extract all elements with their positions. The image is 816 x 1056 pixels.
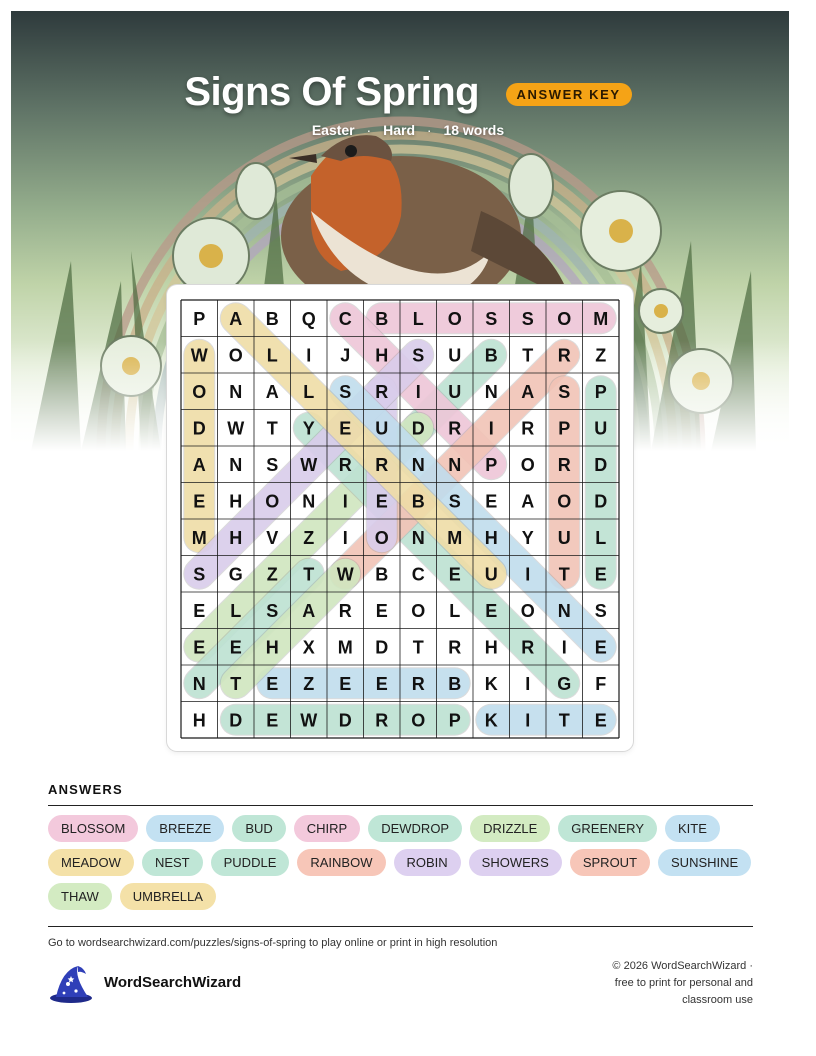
answer-word-pill: UMBRELLA xyxy=(120,883,216,910)
grid-letter: E xyxy=(193,637,206,658)
grid-letter: J xyxy=(340,345,351,366)
grid-letter: T xyxy=(230,673,242,694)
grid-letter: O xyxy=(228,345,243,366)
grid-letter: H xyxy=(265,637,279,658)
grid-letter: L xyxy=(595,527,607,548)
answer-word-pill: KITE xyxy=(665,815,720,842)
grid-letter: E xyxy=(375,491,388,512)
answer-word-pill: SPROUT xyxy=(570,849,650,876)
grid-letter: T xyxy=(522,345,534,366)
grid-letter: O xyxy=(520,454,535,475)
grid-letter: H xyxy=(375,345,389,366)
grid-letter: Z xyxy=(595,345,607,366)
grid-letter: W xyxy=(336,564,354,585)
grid-letter: E xyxy=(339,418,352,439)
answer-word-pill: BLOSSOM xyxy=(48,815,138,842)
wizard-hat-logo-icon xyxy=(48,964,94,1009)
grid-letter: U xyxy=(484,564,498,585)
grid-letter: L xyxy=(230,600,242,621)
grid-letter: U xyxy=(557,527,571,548)
grid-letter: E xyxy=(339,673,352,694)
word-search-grid-card xyxy=(167,285,633,751)
grid-letter: I xyxy=(525,710,531,731)
grid-letter: W xyxy=(300,454,318,475)
grid-letter: N xyxy=(484,381,498,402)
brand-name: WordSearchWizard xyxy=(104,974,242,991)
grid-letter: E xyxy=(594,710,607,731)
grid-letter: S xyxy=(412,345,425,366)
grid-letter: I xyxy=(525,673,531,694)
grid-letter: E xyxy=(266,673,279,694)
answer-word-pill: BUD xyxy=(232,815,285,842)
answer-word-pill: BREEZE xyxy=(146,815,224,842)
grid-letter: A xyxy=(521,491,535,512)
answer-word-pill: SHOWERS xyxy=(469,849,562,876)
grid-letter: U xyxy=(375,418,389,439)
grid-letter: H xyxy=(484,527,498,548)
grid-letter: E xyxy=(594,564,607,585)
grid-letter: P xyxy=(485,454,498,475)
grid-letter: I xyxy=(342,527,348,548)
grid-letter: B xyxy=(265,308,279,329)
grid-letter: N xyxy=(411,527,425,548)
grid-letter: M xyxy=(593,308,609,329)
grid-letter: L xyxy=(266,345,278,366)
grid-letter: Y xyxy=(521,527,534,548)
grid-letter: O xyxy=(411,710,426,731)
answer-word-pill: PUDDLE xyxy=(211,849,290,876)
grid-letter: Z xyxy=(303,527,315,548)
grid-letter: R xyxy=(521,418,535,439)
grid-letter: B xyxy=(411,491,425,512)
grid-letter: S xyxy=(485,308,498,329)
grid-letter: E xyxy=(485,491,498,512)
grid-letter: S xyxy=(266,600,279,621)
copyright-line: classroom use xyxy=(682,994,753,1006)
grid-letter: R xyxy=(448,418,462,439)
grid-letter: R xyxy=(521,637,535,658)
grid-letter: E xyxy=(229,637,242,658)
grid-letter: N xyxy=(229,454,243,475)
grid-letter: R xyxy=(338,600,352,621)
grid-letter: R xyxy=(448,637,462,658)
grid-letter: K xyxy=(484,673,498,694)
answer-word-pill: DEWDROP xyxy=(368,815,462,842)
answers-list xyxy=(48,815,768,917)
grid-letter: P xyxy=(193,308,206,329)
grid-letter: N xyxy=(411,454,425,475)
grid-letter: W xyxy=(227,418,245,439)
grid-letter: O xyxy=(520,600,535,621)
grid-letter: U xyxy=(448,345,462,366)
grid-letter: W xyxy=(300,710,318,731)
grid-letter: I xyxy=(561,637,567,658)
grid-letter: O xyxy=(192,381,207,402)
grid-letter: D xyxy=(229,710,243,731)
grid-letter: D xyxy=(594,454,608,475)
grid-letter: R xyxy=(557,345,571,366)
grid-letter: A xyxy=(192,454,206,475)
grid-letter: E xyxy=(448,564,461,585)
grid-letter: T xyxy=(412,637,424,658)
answer-word-pill: SUNSHINE xyxy=(658,849,751,876)
word-count-label: 18 words xyxy=(443,122,505,138)
grid-letter: G xyxy=(557,673,572,694)
grid-letter: C xyxy=(338,308,352,329)
grid-letter: M xyxy=(191,527,207,548)
grid-letter: L xyxy=(412,308,424,329)
grid-letter: O xyxy=(265,491,280,512)
meta-separator: · xyxy=(366,122,372,138)
grid-letter: H xyxy=(229,491,243,512)
grid-letter: I xyxy=(525,564,531,585)
grid-letter: S xyxy=(594,600,607,621)
answer-word-pill: MEADOW xyxy=(48,849,134,876)
grid-letter: H xyxy=(192,710,206,731)
grid-letter: B xyxy=(484,345,498,366)
grid-letter: P xyxy=(558,418,571,439)
grid-letter: S xyxy=(266,454,279,475)
grid-letter: N xyxy=(302,491,316,512)
grid-letter: N xyxy=(229,381,243,402)
grid-letter: H xyxy=(229,527,243,548)
grid-letter: E xyxy=(193,600,206,621)
grid-letter: B xyxy=(448,673,462,694)
grid-letter: O xyxy=(374,527,389,548)
title-row xyxy=(0,70,816,115)
grid-letter: S xyxy=(193,564,206,585)
word-search-grid xyxy=(167,285,633,751)
answer-word-pill: NEST xyxy=(142,849,203,876)
grid-letter: P xyxy=(448,710,461,731)
grid-letter: R xyxy=(375,454,389,475)
answer-word-pill: RAINBOW xyxy=(297,849,385,876)
footer-divider xyxy=(48,926,753,927)
grid-letter: F xyxy=(595,673,607,694)
grid-letter: U xyxy=(594,418,608,439)
footer-url-text: Go to wordsearchwizard.com/puzzles/signs-of-spring to play online or print in high resolution xyxy=(48,937,498,949)
grid-letter: H xyxy=(484,637,498,658)
grid-letter: M xyxy=(447,527,463,548)
grid-letter: D xyxy=(338,710,352,731)
grid-letter: R xyxy=(375,381,389,402)
grid-letter: A xyxy=(302,600,316,621)
grid-letter: T xyxy=(558,564,570,585)
grid-letter: B xyxy=(375,308,389,329)
grid-letter: L xyxy=(303,381,315,402)
grid-letter: Z xyxy=(303,673,315,694)
grid-letter: N xyxy=(448,454,462,475)
grid-letter: R xyxy=(375,710,389,731)
answers-heading: ANSWERS xyxy=(48,782,123,797)
grid-letter: Q xyxy=(301,308,316,329)
grid-letter: P xyxy=(594,381,607,402)
grid-letter: W xyxy=(190,345,208,366)
grid-letter: S xyxy=(448,491,461,512)
grid-letter: O xyxy=(411,600,426,621)
answer-word-pill: DRIZZLE xyxy=(470,815,550,842)
grid-letter: E xyxy=(485,600,498,621)
meta-separator: · xyxy=(426,122,432,138)
grid-letter: E xyxy=(375,600,388,621)
puzzle-meta xyxy=(0,122,816,138)
grid-letter: N xyxy=(557,600,571,621)
grid-letter: R xyxy=(557,454,571,475)
grid-letter: D xyxy=(411,418,425,439)
grid-letter: A xyxy=(229,308,243,329)
grid-letter: C xyxy=(411,564,425,585)
grid-letter: O xyxy=(447,308,462,329)
answer-word-pill: GREENERY xyxy=(558,815,657,842)
copyright-text xyxy=(553,958,753,1009)
grid-letter: G xyxy=(228,564,243,585)
grid-letter: S xyxy=(521,308,534,329)
grid-letter: A xyxy=(265,381,279,402)
grid-letter: N xyxy=(192,673,206,694)
grid-letter: L xyxy=(449,600,461,621)
grid-letter: S xyxy=(339,381,352,402)
grid-letter: K xyxy=(484,710,498,731)
copyright-line: © 2026 WordSearchWizard · xyxy=(612,960,753,972)
grid-letter: Y xyxy=(302,418,315,439)
grid-letter: S xyxy=(558,381,571,402)
answer-word-pill: CHIRP xyxy=(294,815,360,842)
answers-divider xyxy=(48,805,753,806)
grid-letter: E xyxy=(594,637,607,658)
answer-word-pill: THAW xyxy=(48,883,112,910)
grid-letter: A xyxy=(521,381,535,402)
grid-letter: O xyxy=(557,308,572,329)
grid-letter: I xyxy=(306,345,312,366)
grid-letter: D xyxy=(594,491,608,512)
grid-letter: I xyxy=(342,491,348,512)
theme-label: Easter xyxy=(311,122,355,138)
grid-letter: U xyxy=(448,381,462,402)
grid-letter: Z xyxy=(266,564,278,585)
grid-letter: T xyxy=(266,418,278,439)
answer-word-pill: ROBIN xyxy=(394,849,461,876)
grid-letter: D xyxy=(375,637,389,658)
grid-letter: E xyxy=(193,491,206,512)
puzzle-title: Signs Of Spring xyxy=(184,70,480,114)
grid-letter: T xyxy=(303,564,315,585)
grid-letter: D xyxy=(192,418,206,439)
grid-letter: E xyxy=(266,710,279,731)
grid-letter: E xyxy=(375,673,388,694)
grid-letter: R xyxy=(411,673,425,694)
grid-letter: R xyxy=(338,454,352,475)
copyright-line: free to print for personal and xyxy=(614,977,753,989)
answer-key-badge: ANSWER KEY xyxy=(506,83,632,106)
grid-letter: M xyxy=(337,637,353,658)
grid-letter: V xyxy=(266,527,279,548)
grid-letter: I xyxy=(415,381,421,402)
grid-letter: O xyxy=(557,491,572,512)
grid-letter: I xyxy=(488,418,494,439)
grid-letter: X xyxy=(302,637,315,658)
difficulty-label: Hard xyxy=(383,122,415,138)
grid-letter: B xyxy=(375,564,389,585)
grid-letter: T xyxy=(558,710,570,731)
